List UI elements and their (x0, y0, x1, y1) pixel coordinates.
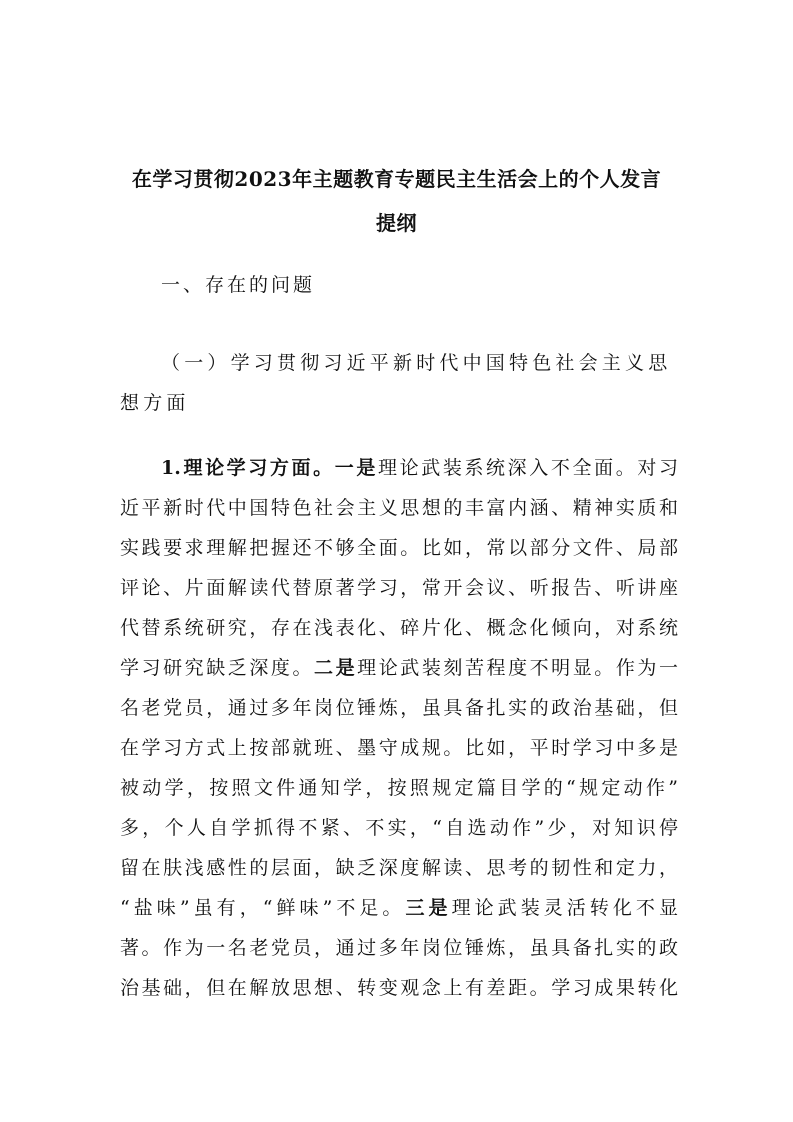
paragraph-line (120, 728, 678, 768)
text-run: 理论武装刻苦程度不明显。作为一 (357, 657, 678, 679)
text-run: 治基础，但在解放思想、转变观念上有差距。学习成果转化 (120, 977, 678, 999)
subsection-heading: （一）学习贯彻习近平新时代中国特色社会主义思想方面 (120, 352, 672, 414)
paragraph-line (120, 488, 678, 528)
paragraph-line (120, 448, 678, 488)
body-paragraph (120, 448, 678, 1008)
text-run: 留在肤浅感性的层面，缺乏深度解读、思考的韧性和定力， (120, 857, 678, 879)
text-run: 理论武装灵活转化不显 (451, 897, 678, 919)
text-run: 理论武装系统深入不全面。对习 (377, 457, 678, 479)
text-run: 被动学，按照文件通知学，按照规定篇目学的“规定动作” (120, 777, 678, 799)
paragraph-line (120, 688, 678, 728)
text-run: 实践要求理解把握还不够全面。比如，常以部分文件、局部 (120, 537, 678, 559)
text-run: 学习研究缺乏深度。 (120, 657, 315, 679)
text-run: “盐味”虽有，“鲜味”不足。 (120, 897, 406, 919)
bold-run: 二是 (314, 657, 358, 679)
text-run: 著。作为一名老党员，通过多年岗位锤炼，虽具备扎实的政 (120, 937, 678, 959)
document-title-line-1: 在学习贯彻2023年主题教育专题民主生活会上的个人发言 (131, 167, 662, 191)
text-run: 在学习方式上按部就班、墨守成规。比如，平时学习中多是 (120, 737, 678, 759)
paragraph-line (120, 648, 678, 688)
paragraph-line (120, 928, 678, 968)
text-run: 多，个人自学抓得不紧、不实，“自选动作”少，对知识停 (120, 817, 678, 839)
text-run: 近平新时代中国特色社会主义思想的丰富内涵、精神实质和 (120, 497, 678, 519)
text-run: 评论、片面解读代替原著学习，常开会议、听报告、听讲座 (120, 577, 678, 599)
text-run: 代替系统研究，存在浅表化、碎片化、概念化倾向，对系统 (120, 617, 678, 639)
paragraph-line (120, 568, 678, 608)
section-heading: 一、存在的问题 (161, 274, 316, 296)
text-run: 名老党员，通过多年岗位锤炼，虽具备扎实的政治基础，但 (120, 697, 678, 719)
paragraph-line (120, 968, 678, 1008)
bold-run: 三是 (405, 897, 452, 919)
paragraph-line (120, 888, 678, 928)
paragraph-line (120, 768, 678, 808)
paragraph-line (120, 808, 678, 848)
paragraph-line (120, 608, 678, 648)
document-title-line-2: 提纲 (376, 211, 417, 235)
paragraph-line (120, 848, 678, 888)
paragraph-line (120, 528, 678, 568)
bold-run: 1.理论学习方面。一是 (161, 457, 378, 479)
